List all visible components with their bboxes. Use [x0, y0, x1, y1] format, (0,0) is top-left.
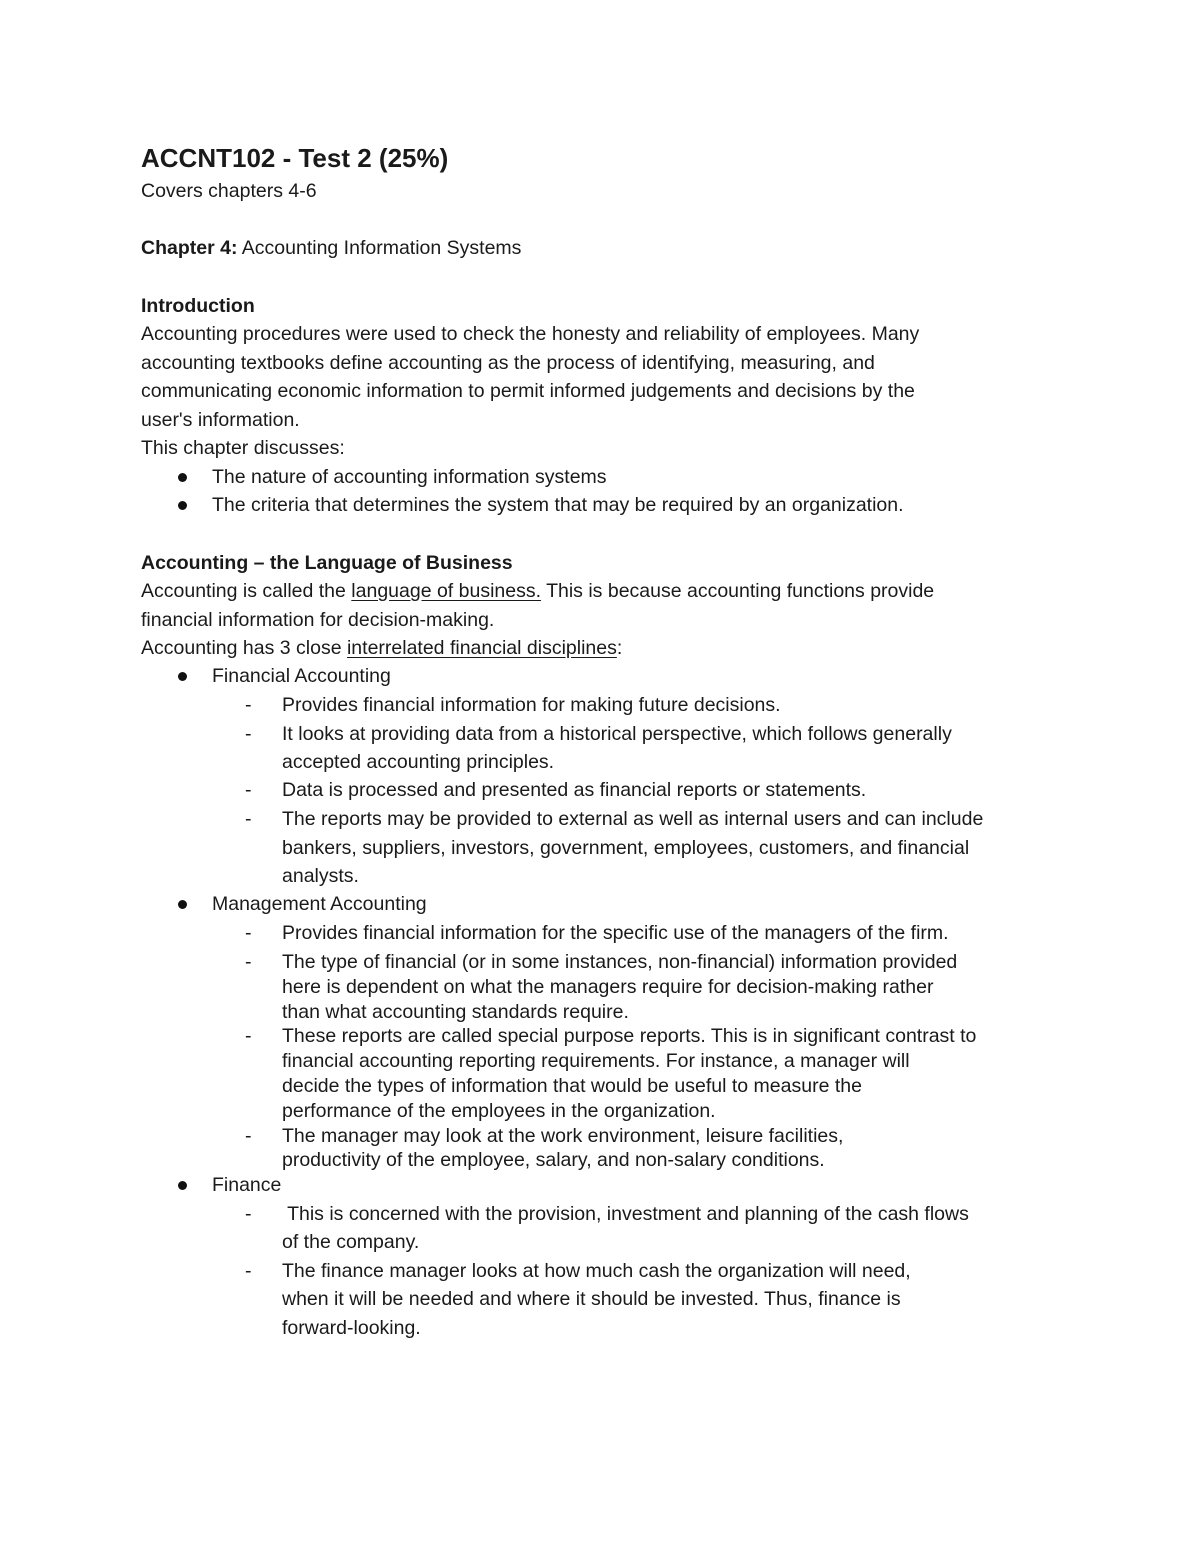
language-of-business-underline: language of business. [351, 580, 542, 602]
paragraph-line: communicating economic information to permit informed judgements and decisions by the [141, 380, 915, 402]
document-subtitle: Covers chapters 4-6 [141, 180, 317, 202]
bullet-icon [178, 900, 187, 909]
dash-icon: - [245, 808, 252, 830]
chapter-discusses-label: This chapter discusses: [141, 437, 345, 459]
introduction-heading: Introduction [141, 295, 255, 317]
paragraph-line: Accounting procedures were used to check the honesty and reliability of employees. Many [141, 323, 920, 345]
bullet-icon [178, 672, 187, 681]
chapter-label: Chapter 4: [141, 237, 238, 259]
bullet-icon [178, 473, 187, 482]
dash-icon: - [245, 779, 252, 801]
dash-icon: - [245, 951, 252, 973]
language-line-3: Accounting has 3 close interrelated financial disciplines: [141, 637, 623, 659]
dash-icon: - [245, 922, 252, 944]
dash-icon: - [245, 694, 252, 716]
language-line-1: Accounting is called the language of business. This is because accounting functions provide [141, 580, 935, 602]
document-title: ACCNT102 - Test 2 (25%) [141, 143, 449, 173]
language-line-2: financial information for decision-making. [141, 609, 495, 631]
disciplines-underline: interrelated financial disciplines [346, 637, 617, 659]
introduction-paragraph [141, 320, 1066, 463]
paragraph-line: user's information. [141, 408, 300, 431]
dash-icon: - [245, 1025, 252, 1047]
chapter-heading [141, 234, 521, 263]
bullet-icon [178, 1181, 187, 1190]
dash-icon: - [245, 1260, 252, 1282]
dash-icon: - [245, 723, 252, 745]
chapter-name: Accounting Information Systems [241, 237, 522, 259]
dash-icon: - [245, 1203, 252, 1225]
dash-icon: - [245, 1125, 252, 1147]
bullet-icon [178, 501, 187, 510]
paragraph-line: accounting textbooks define accounting as the process of identifying, measuring, and [141, 351, 875, 374]
language-heading: Accounting – the Language of Business [141, 552, 513, 574]
